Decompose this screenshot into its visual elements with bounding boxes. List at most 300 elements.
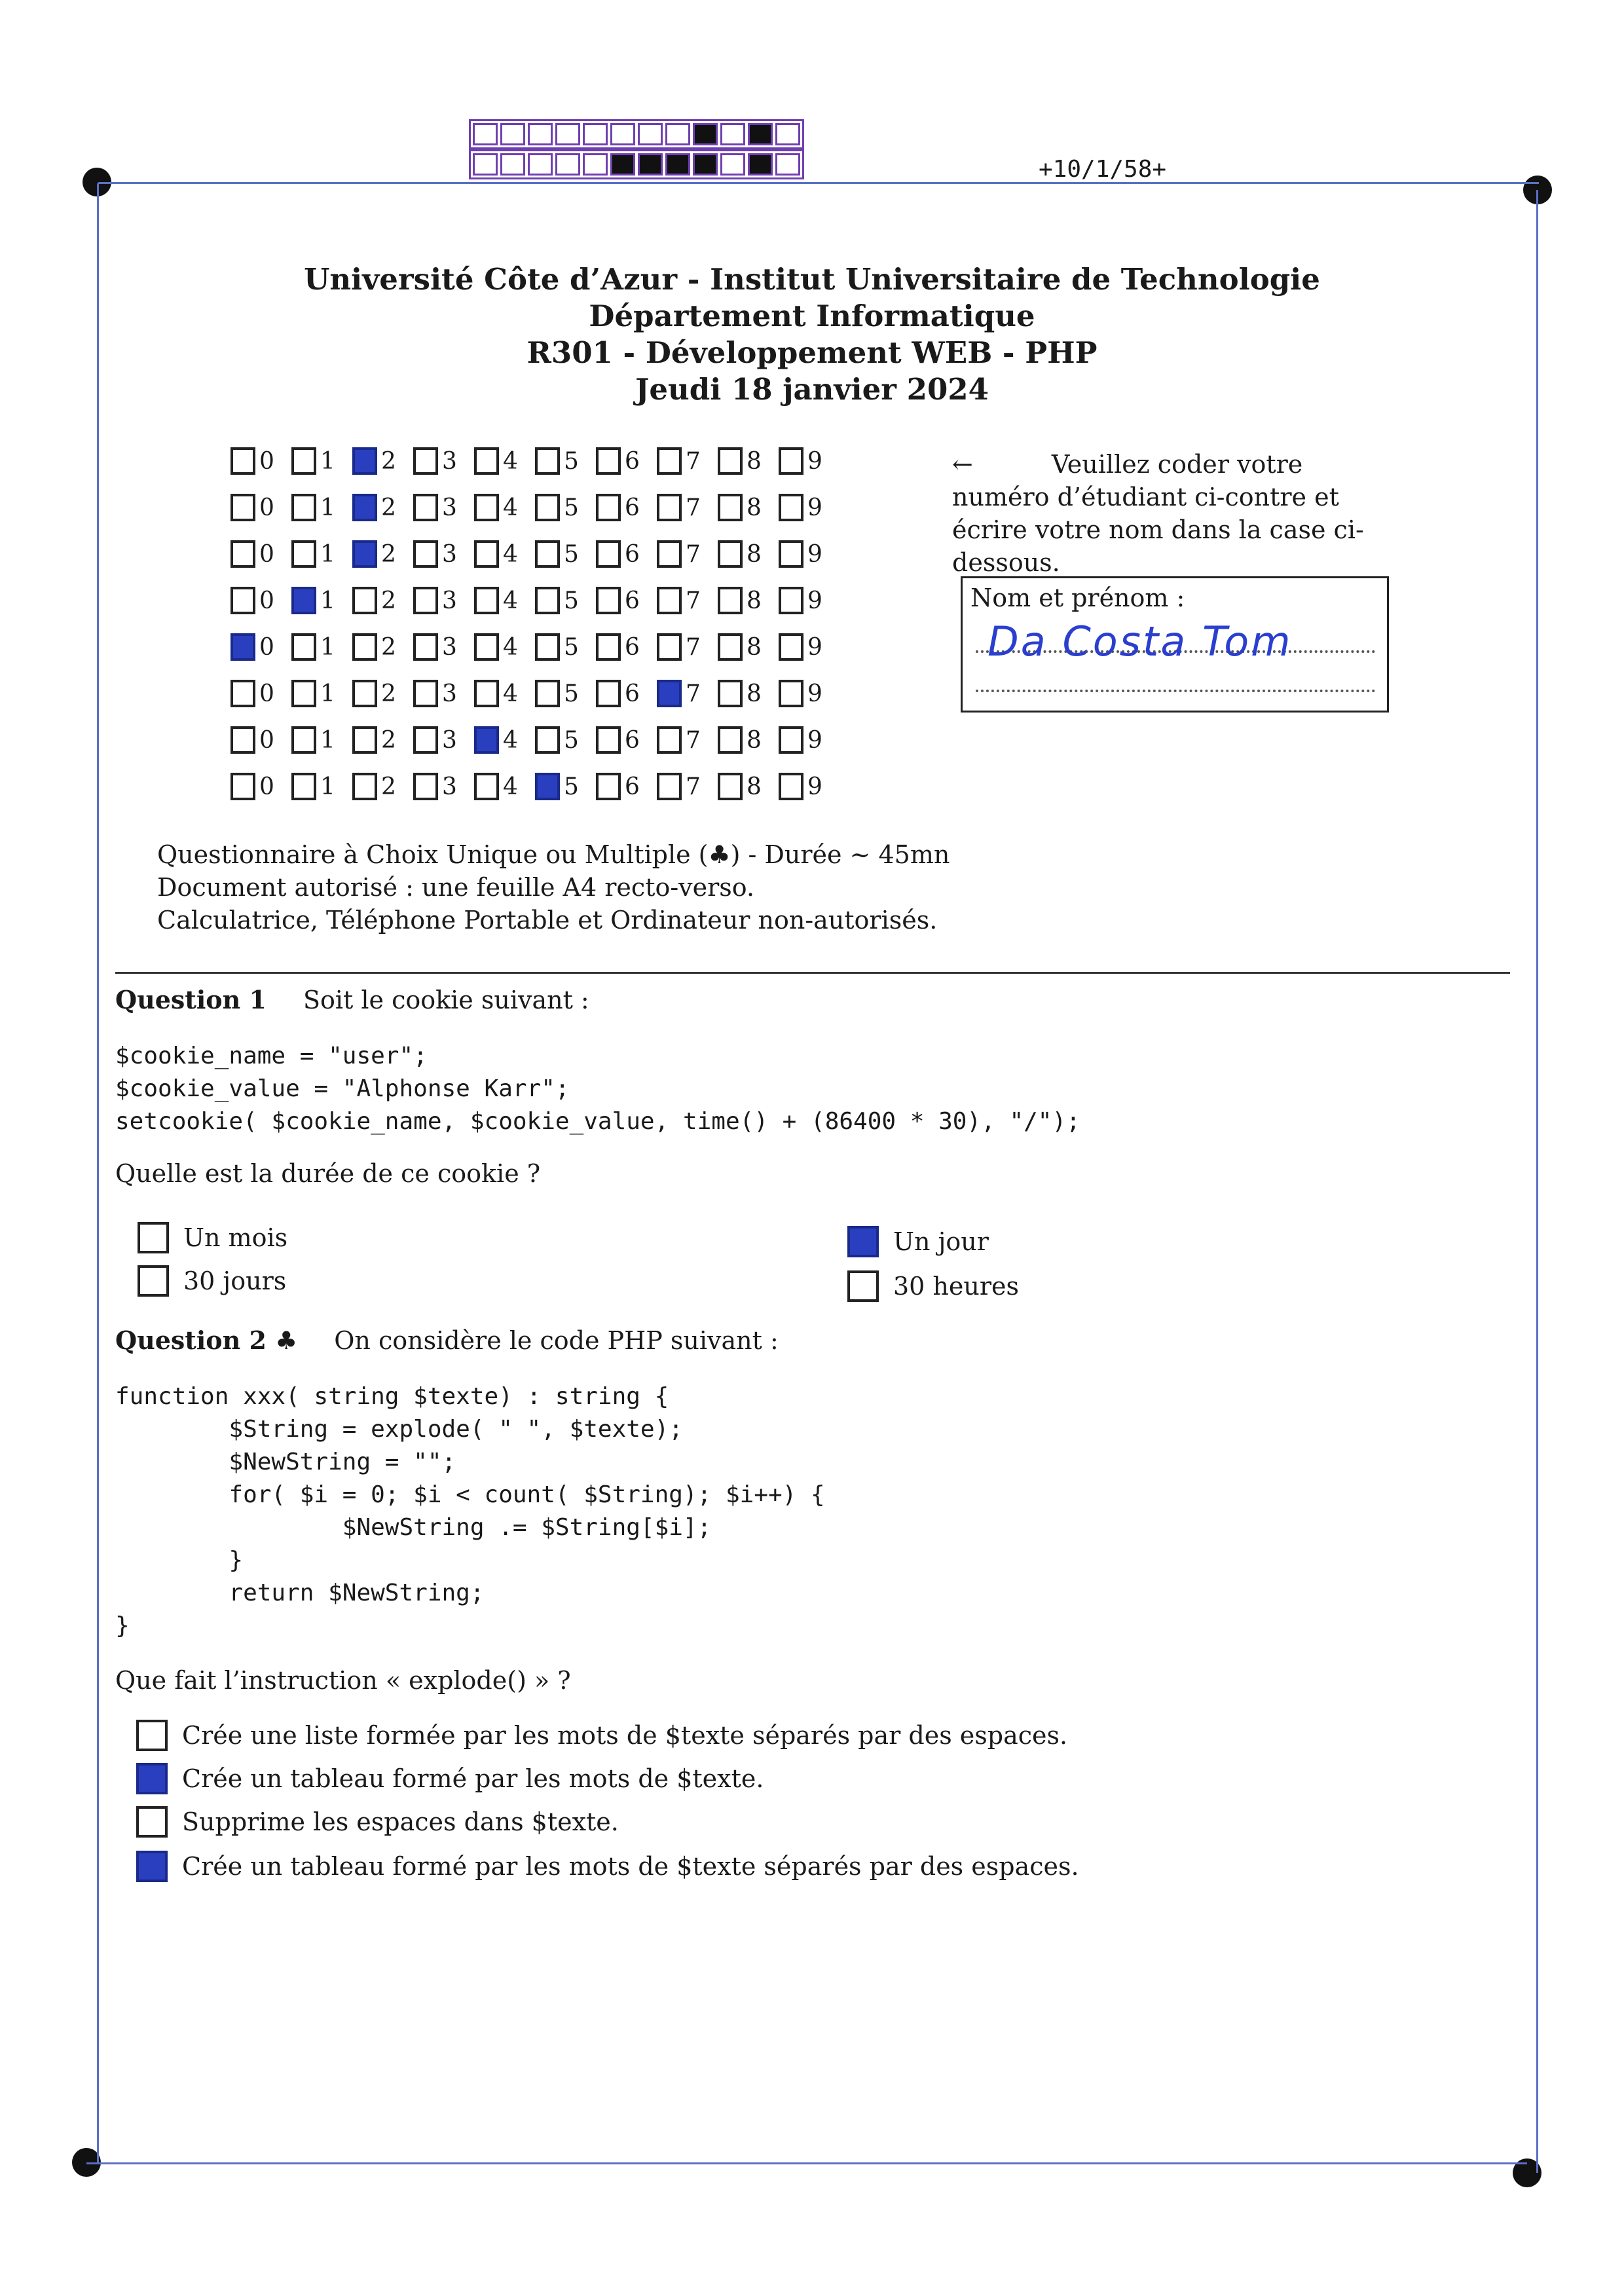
student-id-digit-option[interactable] <box>718 489 779 526</box>
student-id-checkbox[interactable] <box>352 680 377 707</box>
student-id-digit-label: 1 <box>320 680 335 707</box>
student-id-digit-option[interactable] <box>413 582 474 619</box>
student-id-digit-label: 3 <box>442 773 457 800</box>
student-id-digit-option[interactable] <box>352 629 413 665</box>
student-id-digit-label: 3 <box>442 633 457 661</box>
student-id-digit-option[interactable] <box>413 489 474 526</box>
q2-option-3-checkbox[interactable] <box>136 1806 168 1838</box>
student-id-digit-label: 7 <box>686 726 701 754</box>
question-2-prompt: Que fait l’instruction « explode() » ? <box>115 1666 571 1695</box>
student-id-checkbox[interactable] <box>291 726 316 754</box>
student-id-checkbox[interactable] <box>779 447 803 475</box>
q1-option-3-label: Un jour <box>893 1227 989 1256</box>
student-id-digit-label: 3 <box>442 587 457 614</box>
student-id-digit-option[interactable] <box>474 489 535 526</box>
barcode-bottom <box>469 149 804 179</box>
student-id-digit-label: 4 <box>503 540 518 568</box>
student-id-digit-label: 1 <box>320 773 335 800</box>
student-id-digit-option[interactable] <box>535 675 596 712</box>
student-id-digit-option[interactable] <box>291 722 352 758</box>
student-id-checkbox[interactable] <box>718 494 743 521</box>
student-id-checkbox[interactable] <box>657 447 682 475</box>
student-id-digit-option[interactable] <box>352 536 413 572</box>
student-id-digit-option[interactable] <box>352 443 413 479</box>
student-id-digit-label: 9 <box>807 680 822 707</box>
q2-option-2-checkbox[interactable] <box>136 1763 168 1794</box>
student-id-digit-option[interactable] <box>657 443 718 479</box>
student-id-digit-label: 9 <box>807 540 822 568</box>
student-id-digit-option[interactable] <box>657 536 718 572</box>
student-id-row <box>231 768 840 805</box>
student-id-digit-label: 4 <box>503 633 518 661</box>
question-2-title <box>115 1325 779 1355</box>
student-id-checkbox[interactable] <box>657 494 682 521</box>
student-id-digit-option[interactable] <box>474 675 535 712</box>
student-id-digit-label: 9 <box>807 726 822 754</box>
student-id-checkbox[interactable] <box>535 447 560 475</box>
student-id-digit-option[interactable] <box>657 768 718 805</box>
student-id-digit-option[interactable] <box>535 629 596 665</box>
student-id-digit-option[interactable] <box>596 675 657 712</box>
student-id-checkbox[interactable] <box>231 726 255 754</box>
student-id-digit-option[interactable] <box>779 629 840 665</box>
student-id-digit-option[interactable] <box>231 489 291 526</box>
student-id-digit-option[interactable] <box>291 629 352 665</box>
student-id-checkbox[interactable] <box>413 587 438 614</box>
student-id-checkbox[interactable] <box>596 447 621 475</box>
student-id-digit-label: 3 <box>442 494 457 521</box>
student-id-digit-label: 0 <box>259 494 274 521</box>
student-id-digit-label: 6 <box>625 540 640 568</box>
student-id-row <box>231 675 840 712</box>
student-id-digit-option[interactable] <box>779 675 840 712</box>
page-id: +10/1/58+ <box>1039 156 1167 183</box>
student-id-checkbox[interactable] <box>413 680 438 707</box>
student-id-digit-label: 9 <box>807 447 822 475</box>
student-id-checkbox[interactable] <box>657 633 682 661</box>
student-id-checkbox[interactable] <box>779 494 803 521</box>
header-university: Université Côte d’Azur - Institut Universitaire de Technologie <box>304 262 1320 297</box>
student-id-checkbox[interactable] <box>779 587 803 614</box>
student-id-checkbox[interactable] <box>596 726 621 754</box>
student-id-digit-option[interactable] <box>718 443 779 479</box>
student-id-digit-label: 3 <box>442 680 457 707</box>
student-id-checkbox[interactable] <box>718 447 743 475</box>
student-id-checkbox[interactable] <box>535 587 560 614</box>
student-id-digit-option[interactable] <box>657 582 718 619</box>
student-id-digit-label: 1 <box>320 633 335 661</box>
student-id-digit-option[interactable] <box>657 489 718 526</box>
student-id-checkbox[interactable] <box>657 680 682 707</box>
student-id-digit-label: 5 <box>564 494 579 521</box>
student-id-checkbox[interactable] <box>474 680 499 707</box>
student-id-digit-label: 0 <box>259 680 274 707</box>
student-id-digit-label: 6 <box>625 680 640 707</box>
student-id-digit-option[interactable] <box>352 768 413 805</box>
student-id-digit-option[interactable] <box>596 489 657 526</box>
student-id-digit-option[interactable] <box>718 722 779 758</box>
student-id-digit-option[interactable] <box>596 443 657 479</box>
student-id-digit-option[interactable] <box>779 722 840 758</box>
student-id-digit-option[interactable] <box>413 768 474 805</box>
student-id-digit-option[interactable] <box>535 443 596 479</box>
student-id-digit-label: 6 <box>625 447 640 475</box>
question-1-prompt: Quelle est la durée de ce cookie ? <box>115 1159 541 1188</box>
student-id-digit-label: 8 <box>747 540 762 568</box>
student-id-digit-label: 2 <box>381 680 396 707</box>
student-id-checkbox[interactable] <box>596 494 621 521</box>
student-id-digit-label: 5 <box>564 773 579 800</box>
divider <box>115 972 1510 974</box>
student-id-digit-option[interactable] <box>413 722 474 758</box>
student-id-checkbox[interactable] <box>413 773 438 800</box>
student-id-digit-option[interactable] <box>474 722 535 758</box>
student-id-checkbox[interactable] <box>352 633 377 661</box>
student-id-digit-option[interactable] <box>231 675 291 712</box>
student-id-checkbox[interactable] <box>718 726 743 754</box>
student-id-checkbox[interactable] <box>231 540 255 568</box>
student-id-checkbox[interactable] <box>535 633 560 661</box>
student-id-checkbox[interactable] <box>718 540 743 568</box>
name-dotted-line <box>976 690 1375 692</box>
student-id-checkbox[interactable] <box>779 633 803 661</box>
student-id-digit-label: 1 <box>320 447 335 475</box>
student-id-digit-label: 5 <box>564 540 579 568</box>
question-2-intro: On considère le code PHP suivant : <box>334 1326 779 1355</box>
student-id-checkbox[interactable] <box>474 633 499 661</box>
question-2-label: Question 2 ♣ <box>115 1325 298 1355</box>
q2-option-4-label: Crée un tableau formé par les mots de $texte séparés par des espaces. <box>182 1852 1079 1881</box>
student-id-digit-option[interactable] <box>474 536 535 572</box>
student-id-digit-option[interactable] <box>352 722 413 758</box>
student-id-digit-option[interactable] <box>231 629 291 665</box>
student-id-digit-label: 7 <box>686 587 701 614</box>
student-id-checkbox[interactable] <box>413 447 438 475</box>
q2-option-1-label: Crée une liste formée par les mots de $texte séparés par des espaces. <box>182 1721 1068 1750</box>
student-id-checkbox[interactable] <box>596 633 621 661</box>
student-id-digit-option[interactable] <box>231 536 291 572</box>
student-id-digit-option[interactable] <box>596 629 657 665</box>
student-id-digit-option[interactable] <box>596 536 657 572</box>
student-id-digit-label: 6 <box>625 773 640 800</box>
exam-info <box>157 838 950 936</box>
student-id-digit-label: 9 <box>807 587 822 614</box>
student-id-digit-label: 4 <box>503 773 518 800</box>
student-id-digit-label: 4 <box>503 447 518 475</box>
student-id-checkbox[interactable] <box>535 540 560 568</box>
student-id-digit-option[interactable] <box>231 443 291 479</box>
student-id-digit-label: 5 <box>564 726 579 754</box>
student-id-digit-label: 8 <box>747 633 762 661</box>
student-id-digit-label: 6 <box>625 633 640 661</box>
student-id-checkbox[interactable] <box>231 494 255 521</box>
student-id-digit-option[interactable] <box>352 489 413 526</box>
student-id-digit-label: 2 <box>381 494 396 521</box>
student-id-digit-option[interactable] <box>291 536 352 572</box>
student-id-digit-option[interactable] <box>596 582 657 619</box>
student-id-digit-option[interactable] <box>474 582 535 619</box>
student-id-checkbox[interactable] <box>291 633 316 661</box>
student-id-digit-label: 5 <box>564 633 579 661</box>
q2-option-4-checkbox[interactable] <box>136 1851 168 1882</box>
student-id-digit-label: 3 <box>442 726 457 754</box>
student-id-digit-label: 7 <box>686 633 701 661</box>
student-id-checkbox[interactable] <box>535 726 560 754</box>
student-id-digit-option[interactable] <box>413 443 474 479</box>
student-id-checkbox[interactable] <box>291 773 316 800</box>
student-id-checkbox[interactable] <box>474 726 499 754</box>
student-id-checkbox[interactable] <box>718 587 743 614</box>
q2-option-3[interactable] <box>136 1806 619 1838</box>
student-id-digit-label: 7 <box>686 494 701 521</box>
student-id-digit-label: 0 <box>259 773 274 800</box>
student-id-digit-option[interactable] <box>231 582 291 619</box>
student-id-digit-label: 3 <box>442 447 457 475</box>
student-id-digit-option[interactable] <box>413 675 474 712</box>
header-date: Jeudi 18 janvier 2024 <box>635 372 989 407</box>
question-1-intro: Soit le cookie suivant : <box>303 986 589 1014</box>
student-id-checkbox[interactable] <box>474 773 499 800</box>
name-box[interactable] <box>961 576 1389 713</box>
student-id-digit-label: 9 <box>807 633 822 661</box>
student-id-digit-label: 6 <box>625 494 640 521</box>
student-id-digit-label: 3 <box>442 540 457 568</box>
header-department: Département Informatique <box>589 299 1035 333</box>
student-id-digit-option[interactable] <box>352 582 413 619</box>
question-1-label: Question 1 <box>115 985 267 1014</box>
student-id-row <box>231 489 840 526</box>
q1-option-2[interactable] <box>138 1265 286 1297</box>
student-id-digit-label: 6 <box>625 587 640 614</box>
question-2-code: function xxx( string $texte) : string { $String = explode( " ", $texte); $NewString = ""; for( $i = 0; $i < count( $String); $i++) { $NewString .= $String[$i]; } return $NewString; } <box>115 1383 825 1639</box>
student-id-digit-label: 5 <box>564 447 579 475</box>
student-id-digit-option[interactable] <box>352 675 413 712</box>
student-id-digit-label: 8 <box>747 447 762 475</box>
student-id-digit-option[interactable] <box>718 629 779 665</box>
student-id-checkbox[interactable] <box>535 680 560 707</box>
student-id-digit-label: 7 <box>686 540 701 568</box>
student-id-digit-option[interactable] <box>535 768 596 805</box>
student-id-digit-option[interactable] <box>474 629 535 665</box>
student-id-digit-label: 7 <box>686 447 701 475</box>
student-id-digit-option[interactable] <box>657 722 718 758</box>
student-id-checkbox[interactable] <box>291 587 316 614</box>
exam-info-documents: Document autorisé : une feuille A4 recto-verso. <box>157 873 755 902</box>
student-id-digit-option[interactable] <box>779 443 840 479</box>
id-instructions <box>952 448 1404 579</box>
student-id-digit-label: 9 <box>807 494 822 521</box>
q1-option-3-checkbox[interactable] <box>847 1226 879 1257</box>
student-id-digit-label: 8 <box>747 773 762 800</box>
student-id-digit-option[interactable] <box>535 582 596 619</box>
student-id-checkbox[interactable] <box>718 773 743 800</box>
exam-info-devices: Calculatrice, Téléphone Portable et Ordinateur non-autorisés. <box>157 906 938 935</box>
student-id-digit-option[interactable] <box>779 489 840 526</box>
student-id-digit-label: 2 <box>381 633 396 661</box>
student-id-row <box>231 582 840 619</box>
student-id-row <box>231 536 840 572</box>
student-id-digit-option[interactable] <box>291 489 352 526</box>
student-id-digit-label: 2 <box>381 447 396 475</box>
q1-option-2-checkbox[interactable] <box>138 1265 169 1297</box>
student-id-digit-label: 6 <box>625 726 640 754</box>
student-id-digit-option[interactable] <box>596 722 657 758</box>
student-id-digit-option[interactable] <box>474 443 535 479</box>
student-id-digit-option[interactable] <box>779 582 840 619</box>
student-id-checkbox[interactable] <box>718 680 743 707</box>
student-id-checkbox[interactable] <box>352 726 377 754</box>
q2-option-4[interactable] <box>136 1851 1079 1882</box>
student-id-digit-option[interactable] <box>718 582 779 619</box>
student-id-checkbox[interactable] <box>231 587 255 614</box>
student-id-checkbox[interactable] <box>535 773 560 800</box>
student-id-digit-option[interactable] <box>413 629 474 665</box>
student-id-checkbox[interactable] <box>231 633 255 661</box>
student-id-checkbox[interactable] <box>413 726 438 754</box>
q2-option-1-checkbox[interactable] <box>136 1720 168 1751</box>
student-id-checkbox[interactable] <box>596 773 621 800</box>
student-id-digit-label: 5 <box>564 587 579 614</box>
student-id-checkbox[interactable] <box>352 540 377 568</box>
student-id-checkbox[interactable] <box>352 447 377 475</box>
student-id-checkbox[interactable] <box>231 773 255 800</box>
handwritten-name: Da Costa Tom <box>987 618 1293 665</box>
student-id-checkbox[interactable] <box>779 726 803 754</box>
student-id-digit-option[interactable] <box>413 536 474 572</box>
student-id-checkbox[interactable] <box>535 494 560 521</box>
student-id-digit-label: 5 <box>564 680 579 707</box>
student-id-digit-option[interactable] <box>596 768 657 805</box>
q2-option-3-label: Supprime les espaces dans $texte. <box>182 1807 619 1836</box>
frame-right <box>1536 190 1538 2173</box>
student-id-digit-label: 0 <box>259 587 274 614</box>
student-id-checkbox[interactable] <box>352 587 377 614</box>
student-id-digit-label: 8 <box>747 680 762 707</box>
student-id-digit-label: 1 <box>320 587 335 614</box>
student-id-digit-label: 2 <box>381 587 396 614</box>
student-id-checkbox[interactable] <box>779 540 803 568</box>
student-id-digit-label: 4 <box>503 587 518 614</box>
q1-option-1-checkbox[interactable] <box>138 1222 169 1253</box>
student-id-checkbox[interactable] <box>413 633 438 661</box>
student-id-row <box>231 443 840 479</box>
student-id-digit-option[interactable] <box>535 489 596 526</box>
header-course: R301 - Développement WEB - PHP <box>526 335 1098 370</box>
student-id-digit-option[interactable] <box>291 582 352 619</box>
student-id-digit-label: 4 <box>503 680 518 707</box>
q1-option-4-checkbox[interactable] <box>847 1270 879 1302</box>
student-id-checkbox[interactable] <box>596 587 621 614</box>
student-id-digit-label: 1 <box>320 494 335 521</box>
q2-option-2[interactable] <box>136 1763 764 1794</box>
student-id-checkbox[interactable] <box>474 587 499 614</box>
student-id-checkbox[interactable] <box>779 773 803 800</box>
student-id-checkbox[interactable] <box>231 447 255 475</box>
student-id-digit-label: 8 <box>747 726 762 754</box>
frame-bottom <box>86 2162 1527 2164</box>
q1-option-3[interactable] <box>847 1226 989 1257</box>
q1-option-1-label: Un mois <box>183 1223 288 1252</box>
student-id-checkbox[interactable] <box>474 447 499 475</box>
student-id-digit-option[interactable] <box>657 675 718 712</box>
student-id-checkbox[interactable] <box>291 680 316 707</box>
student-id-checkbox[interactable] <box>291 447 316 475</box>
student-id-digit-label: 0 <box>259 447 274 475</box>
student-id-digit-label: 0 <box>259 726 274 754</box>
student-id-row <box>231 629 840 665</box>
id-instructions-text: Veuillez coder votre numéro d’étudiant ci-contre et écrire votre nom dans la case ci-dessous. <box>952 450 1364 577</box>
student-id-digit-option[interactable] <box>231 722 291 758</box>
student-id-checkbox[interactable] <box>352 494 377 521</box>
student-id-digit-option[interactable] <box>291 443 352 479</box>
student-id-digit-option[interactable] <box>231 768 291 805</box>
student-id-digit-option[interactable] <box>657 629 718 665</box>
student-id-checkbox[interactable] <box>291 540 316 568</box>
student-id-checkbox[interactable] <box>657 587 682 614</box>
q1-option-4[interactable] <box>847 1270 1019 1302</box>
q1-option-1[interactable] <box>138 1222 287 1253</box>
student-id-checkbox[interactable] <box>596 680 621 707</box>
student-id-digit-option[interactable] <box>291 675 352 712</box>
student-id-digit-label: 8 <box>747 494 762 521</box>
student-id-checkbox[interactable] <box>352 773 377 800</box>
exam-info-type: Questionnaire à Choix Unique ou Multiple (♣) - Durée ~ 45mn <box>157 840 950 869</box>
student-id-checkbox[interactable] <box>413 494 438 521</box>
student-id-digit-label: 0 <box>259 540 274 568</box>
student-id-checkbox[interactable] <box>657 726 682 754</box>
student-id-digit-label: 8 <box>747 587 762 614</box>
student-id-checkbox[interactable] <box>596 540 621 568</box>
question-1-title <box>115 985 589 1014</box>
student-id-checkbox[interactable] <box>291 494 316 521</box>
student-id-digit-label: 2 <box>381 726 396 754</box>
student-id-digit-label: 7 <box>686 680 701 707</box>
student-id-checkbox[interactable] <box>657 773 682 800</box>
student-id-checkbox[interactable] <box>657 540 682 568</box>
student-id-digit-label: 0 <box>259 633 274 661</box>
student-id-digit-option[interactable] <box>718 536 779 572</box>
barcode-top <box>469 119 804 149</box>
student-id-digit-label: 1 <box>320 540 335 568</box>
student-id-digit-option[interactable] <box>535 536 596 572</box>
student-id-row <box>231 722 840 758</box>
frame-left <box>97 183 99 2162</box>
student-id-digit-label: 1 <box>320 726 335 754</box>
student-id-digit-option[interactable] <box>718 675 779 712</box>
question-1-code: $cookie_name = "user"; $cookie_value = "Alphonse Karr"; setcookie( $cookie_name, $cookie_value, time() + (86400 * 30), "/"); <box>115 1043 1080 1135</box>
q2-option-1[interactable] <box>136 1720 1067 1751</box>
student-id-checkbox[interactable] <box>474 540 499 568</box>
student-id-checkbox[interactable] <box>474 494 499 521</box>
student-id-checkbox[interactable] <box>779 680 803 707</box>
student-id-digit-label: 7 <box>686 773 701 800</box>
student-id-digit-option[interactable] <box>779 536 840 572</box>
student-id-digit-option[interactable] <box>535 722 596 758</box>
student-id-digit-option[interactable] <box>474 768 535 805</box>
student-id-digit-label: 9 <box>807 773 822 800</box>
frame-top <box>98 182 1539 184</box>
left-arrow-icon: ← <box>952 450 973 479</box>
student-id-checkbox[interactable] <box>718 633 743 661</box>
student-id-digit-option[interactable] <box>718 768 779 805</box>
student-id-digit-option[interactable] <box>291 768 352 805</box>
student-id-digit-option[interactable] <box>779 768 840 805</box>
student-id-digit-label: 4 <box>503 494 518 521</box>
student-id-checkbox[interactable] <box>413 540 438 568</box>
student-id-checkbox[interactable] <box>231 680 255 707</box>
q2-option-2-label: Crée un tableau formé par les mots de $texte. <box>182 1764 764 1793</box>
student-id-digit-label: 4 <box>503 726 518 754</box>
